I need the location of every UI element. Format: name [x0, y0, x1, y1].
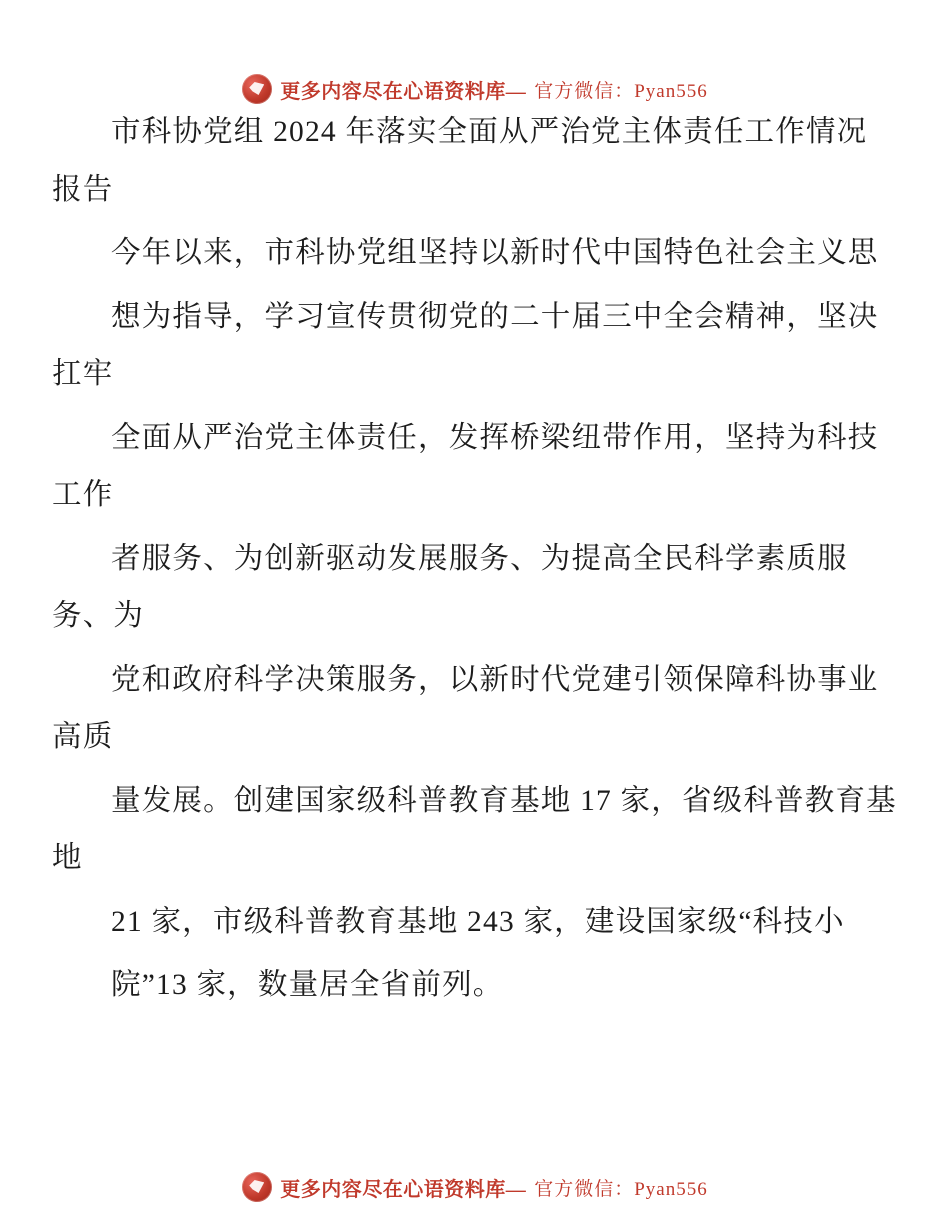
paragraph-title: 市科协党组 2024 年落实全面从严治党主体责任工作情况报告: [52, 116, 868, 206]
paragraph-2: 想为指导，学习宣传贯彻党的二十届三中全会精神，坚决扛牢: [52, 300, 879, 391]
paragraph-7: 21 家，市级科普教育基地 243 家，建设国家级“科技小: [111, 905, 845, 938]
paragraph-6: 量发展。创建国家级科普教育基地 17 家，省级科普教育基地: [52, 784, 897, 875]
shield-logo-icon: [242, 1172, 272, 1202]
paragraph-8: 院”13 家，数量居全省前列。: [111, 969, 504, 1002]
watermark-top-text: 更多内容尽在心语资料库—: [280, 80, 527, 103]
watermark-top-wechat: 官方微信：Pyan556: [534, 80, 708, 102]
watermark-bottom-text: 更多内容尽在心语资料库—: [280, 1178, 527, 1201]
paragraph-4: 者服务、为创新驱动发展服务、为提高全民科学素质服务、为: [52, 542, 848, 633]
watermark-bottom-wechat: 官方微信：Pyan556: [534, 1178, 708, 1200]
shield-logo-icon: [242, 74, 272, 104]
paragraph-5: 党和政府科学决策服务，以新时代党建引领保障科协事业高质: [52, 663, 879, 754]
watermark-bottom: [0, 1172, 950, 1202]
paragraph-3: 全面从严治党主体责任，发挥桥梁纽带作用，坚持为科技工作: [52, 421, 879, 512]
watermark-top: [0, 74, 950, 104]
paragraph-1: 今年以来，市科协党组坚持以新时代中国特色社会主义思: [111, 237, 879, 270]
document-body: [0, 104, 950, 1162]
